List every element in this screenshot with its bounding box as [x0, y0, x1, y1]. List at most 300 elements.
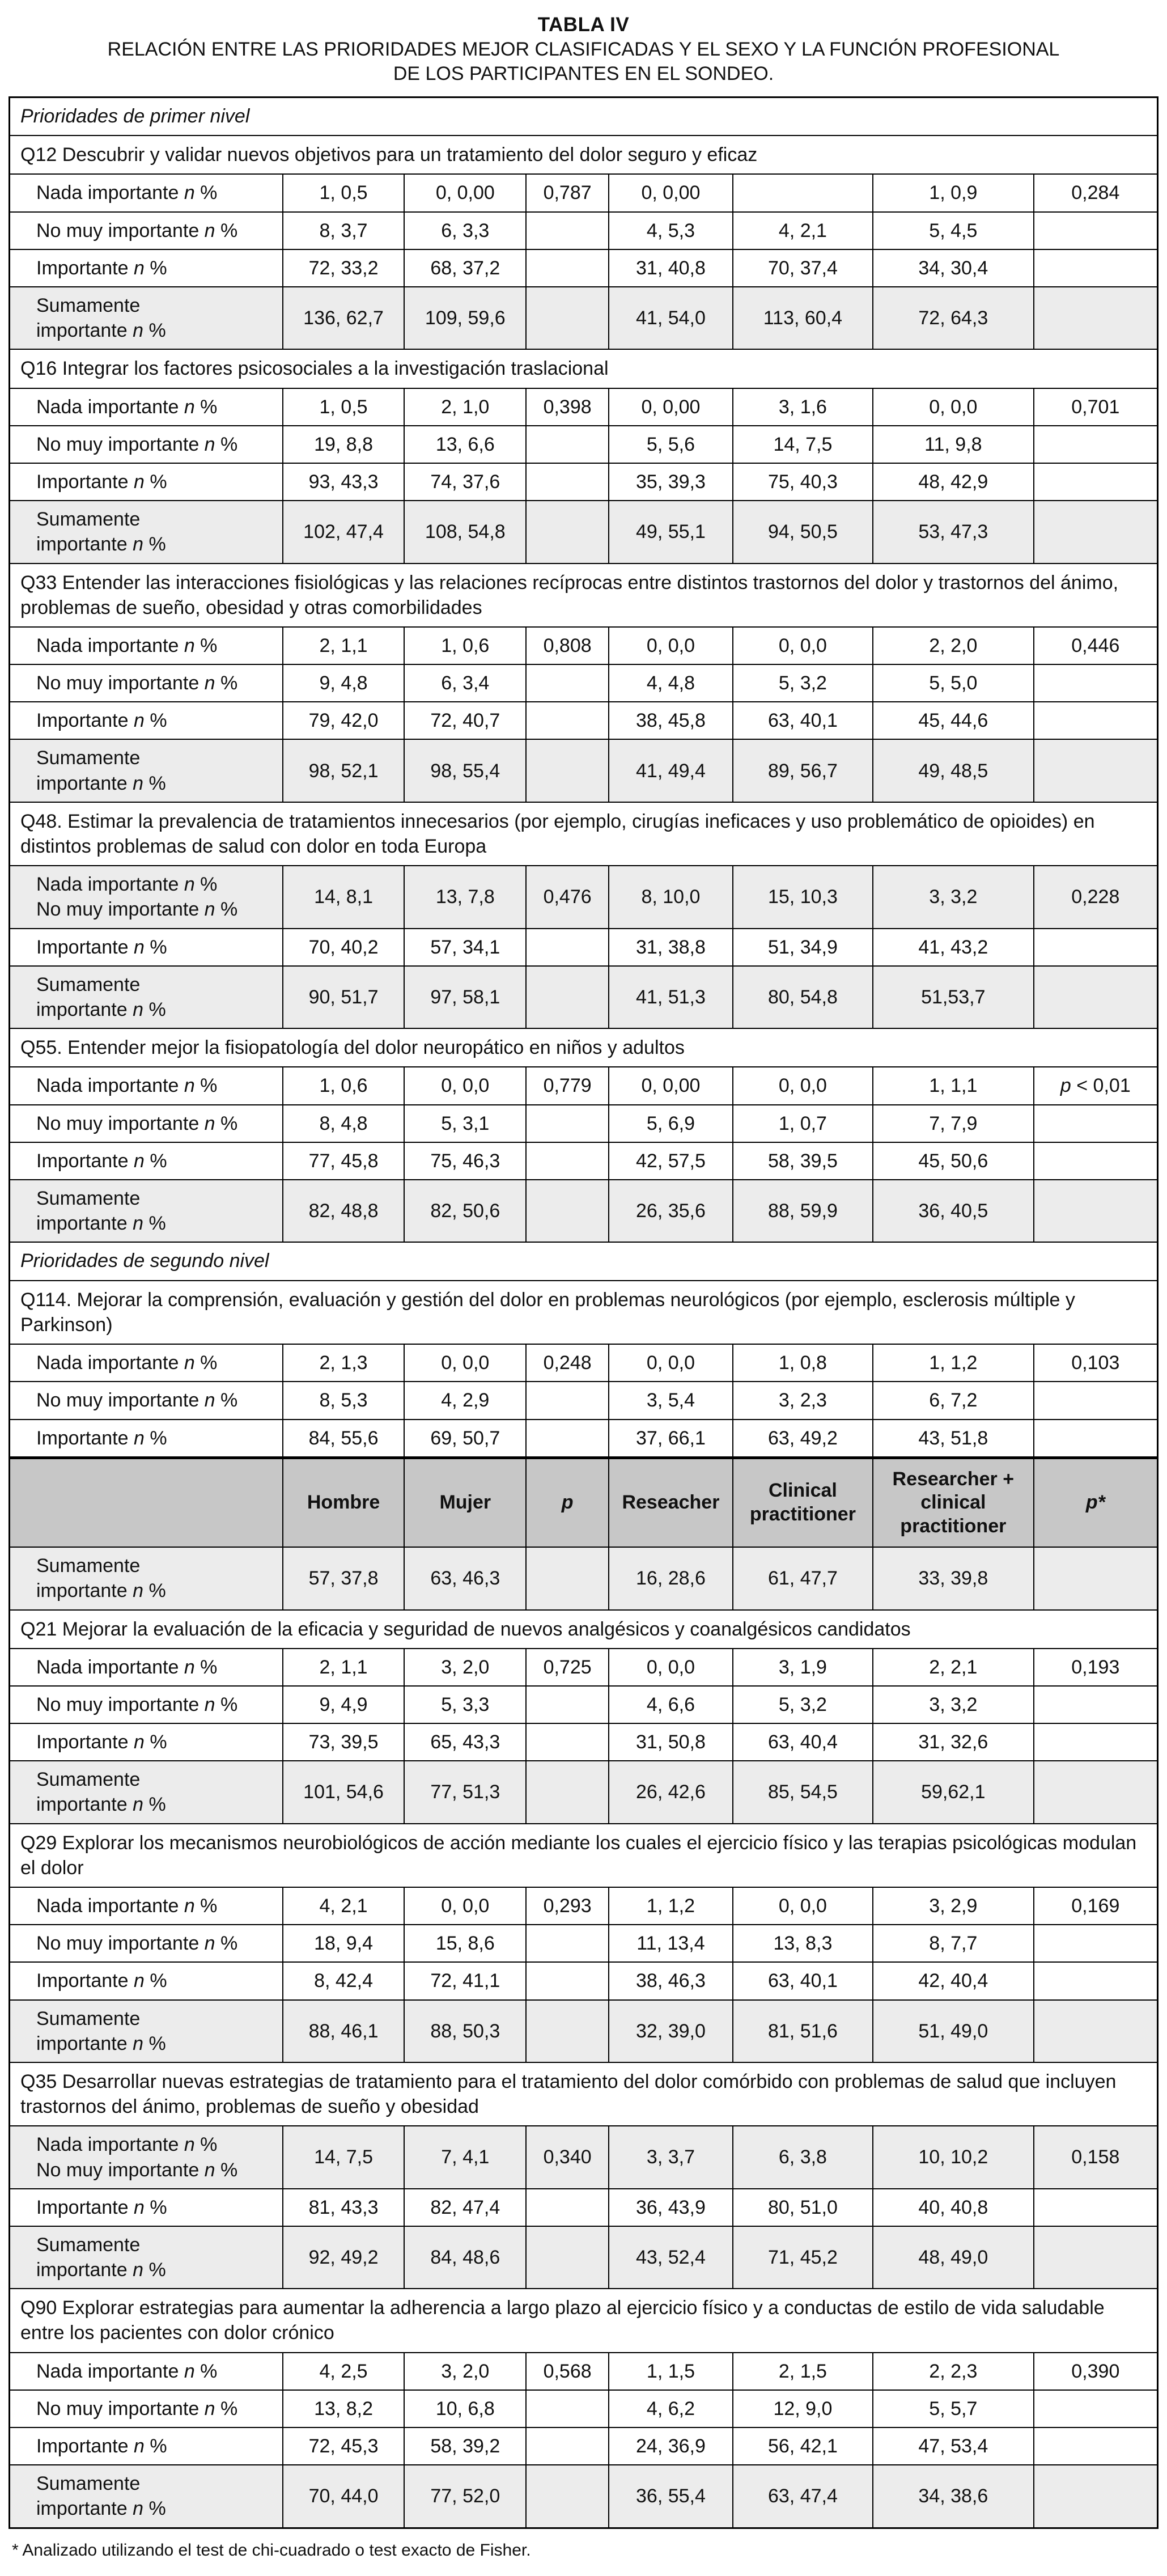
data-cell [1034, 929, 1158, 966]
data-cell: 3, 1,6 [733, 388, 873, 426]
data-cell: 0,808 [526, 627, 609, 664]
question-row [10, 1610, 1158, 1649]
question-row [10, 802, 1158, 866]
data-cell: 3, 2,0 [404, 1649, 526, 1686]
priorities-table [9, 96, 1158, 2529]
data-cell: 13, 8,3 [733, 1925, 873, 1962]
data-cell: 0, 0,00 [609, 1067, 733, 1104]
data-cell: 136, 62,7 [283, 287, 405, 349]
data-cell [1034, 966, 1158, 1028]
row-label-cell: Nada importante n % [10, 1067, 283, 1104]
data-cell: 36, 55,4 [609, 2465, 733, 2528]
data-cell: 74, 37,6 [404, 463, 526, 501]
data-cell: 0,169 [1034, 1887, 1158, 1925]
data-cell: 92, 49,2 [283, 2226, 405, 2289]
data-cell: 1, 1,2 [609, 1887, 733, 1925]
data-cell [526, 2226, 609, 2289]
data-cell: 24, 36,9 [609, 2427, 733, 2465]
data-cell: 5, 3,2 [733, 664, 873, 702]
data-cell [526, 426, 609, 463]
data-cell [526, 1180, 609, 1242]
data-cell: 34, 30,4 [873, 249, 1034, 287]
data-row [10, 2189, 1158, 2226]
data-cell: 2, 2,0 [873, 627, 1034, 664]
data-cell: 93, 43,3 [283, 463, 405, 501]
data-cell: 0, 0,0 [404, 1344, 526, 1382]
data-cell: 18, 9,4 [283, 1925, 405, 1962]
data-cell: 79, 42,0 [283, 702, 405, 739]
data-cell [1034, 463, 1158, 501]
data-cell [1034, 501, 1158, 563]
data-cell [1034, 287, 1158, 349]
data-cell: 2, 1,5 [733, 2353, 873, 2390]
data-cell: 72, 45,3 [283, 2427, 405, 2465]
row-label-cell: Importante n % [10, 1420, 283, 1458]
data-cell: 13, 7,8 [404, 866, 526, 928]
data-row [10, 1067, 1158, 1104]
data-row [10, 2353, 1158, 2390]
data-cell [1034, 2427, 1158, 2465]
section-label: Prioridades de segundo nivel [10, 1242, 1158, 1281]
data-cell: 15, 10,3 [733, 866, 873, 928]
data-row [10, 174, 1158, 211]
data-cell [526, 702, 609, 739]
data-cell: 56, 42,1 [733, 2427, 873, 2465]
data-cell: 48, 42,9 [873, 463, 1034, 501]
row-label-cell: Importante n % [10, 929, 283, 966]
data-cell [526, 739, 609, 802]
data-cell: 0, 0,0 [609, 1649, 733, 1686]
data-cell: 5, 3,1 [404, 1105, 526, 1142]
row-label-cell: Sumamente importante n % [10, 2465, 283, 2528]
data-cell: 0, 0,0 [733, 627, 873, 664]
data-cell: 3, 3,7 [609, 2126, 733, 2188]
data-cell: 41, 51,3 [609, 966, 733, 1028]
question-text: Q16 Integrar los factores psicosociales a la investigación traslacional [10, 349, 1158, 388]
data-cell [1034, 1686, 1158, 1723]
row-label-cell: Importante n % [10, 2427, 283, 2465]
data-cell: 45, 50,6 [873, 1142, 1034, 1180]
data-cell: 12, 9,0 [733, 2390, 873, 2427]
data-cell: 31, 38,8 [609, 929, 733, 966]
header-row [10, 1458, 1158, 1547]
data-row [10, 866, 1158, 928]
data-row [10, 739, 1158, 802]
row-label-cell: No muy importante n % [10, 1105, 283, 1142]
data-row [10, 664, 1158, 702]
data-cell: 80, 51,0 [733, 2189, 873, 2226]
data-cell: 1, 0,6 [283, 1067, 405, 1104]
data-cell: 43, 52,4 [609, 2226, 733, 2289]
data-cell: 0,340 [526, 2126, 609, 2188]
data-cell: 2, 1,0 [404, 388, 526, 426]
row-label-cell: Sumamente importante n % [10, 1761, 283, 1823]
data-cell: 77, 51,3 [404, 1761, 526, 1823]
data-cell [526, 966, 609, 1028]
data-cell: 8, 4,8 [283, 1105, 405, 1142]
data-cell [526, 664, 609, 702]
row-label-cell: Nada importante n % No muy importante n % [10, 866, 283, 928]
row-label-cell: Importante n % [10, 1723, 283, 1761]
data-cell: 8, 42,4 [283, 1962, 405, 1999]
data-cell: 42, 57,5 [609, 1142, 733, 1180]
data-cell: 70, 37,4 [733, 249, 873, 287]
data-cell: 48, 49,0 [873, 2226, 1034, 2289]
data-cell [1034, 1382, 1158, 1419]
row-label-cell: Nada importante n % [10, 1649, 283, 1686]
data-cell: 3, 2,3 [733, 1382, 873, 1419]
table-body [10, 97, 1158, 2528]
data-cell: 1, 0,5 [283, 388, 405, 426]
data-cell: 41, 49,4 [609, 739, 733, 802]
row-label-cell: Importante n % [10, 1142, 283, 1180]
data-cell: 59,62,1 [873, 1761, 1034, 1823]
column-header-p: p* [1034, 1458, 1158, 1547]
data-cell [1034, 1420, 1158, 1458]
data-cell: 31, 32,6 [873, 1723, 1034, 1761]
data-cell: 0, 0,0 [733, 1067, 873, 1104]
data-cell: 34, 38,6 [873, 2465, 1034, 2528]
data-cell: 2, 2,3 [873, 2353, 1034, 2390]
data-cell: 0,476 [526, 866, 609, 928]
data-cell: 43, 51,8 [873, 1420, 1034, 1458]
data-cell [526, 1962, 609, 1999]
data-row [10, 249, 1158, 287]
data-row [10, 1180, 1158, 1242]
data-cell: 15, 8,6 [404, 1925, 526, 1962]
data-cell: 5, 3,2 [733, 1686, 873, 1723]
row-label-cell: Sumamente importante n % [10, 2000, 283, 2062]
data-cell: 61, 47,7 [733, 1547, 873, 1609]
data-cell: 2, 1,1 [283, 627, 405, 664]
column-header-hombre: Hombre [283, 1458, 405, 1547]
data-cell: 1, 0,6 [404, 627, 526, 664]
data-cell: 77, 45,8 [283, 1142, 405, 1180]
data-cell: 4, 2,1 [283, 1887, 405, 1925]
data-cell: 5, 6,9 [609, 1105, 733, 1142]
row-label-cell: Importante n % [10, 2189, 283, 2226]
data-cell [526, 2000, 609, 2062]
data-row [10, 1962, 1158, 1999]
data-cell: 8, 10,0 [609, 866, 733, 928]
data-cell: 41, 43,2 [873, 929, 1034, 966]
data-cell: 1, 1,5 [609, 2353, 733, 2390]
data-cell: 9, 4,8 [283, 664, 405, 702]
data-cell [526, 1142, 609, 1180]
table-title: TABLA IV [537, 14, 630, 36]
data-row [10, 1142, 1158, 1180]
table-subtitle-line-1: RELACIÓN ENTRE LAS PRIORIDADES MEJOR CLASIFICADAS Y EL SEXO Y LA FUNCIÓN PROFESIONAL [107, 39, 1060, 61]
data-cell: 1, 1,1 [873, 1067, 1034, 1104]
column-header-researcher-clinical-practitioner: Researcher + clinical practitioner [873, 1458, 1034, 1547]
data-cell: 0, 0,0 [404, 1067, 526, 1104]
data-row [10, 627, 1158, 664]
data-cell: 98, 55,4 [404, 739, 526, 802]
data-cell [526, 2427, 609, 2465]
question-row [10, 1028, 1158, 1067]
data-cell: 0,193 [1034, 1649, 1158, 1686]
data-cell [1034, 2226, 1158, 2289]
data-row [10, 2000, 1158, 2062]
row-label-cell: Sumamente importante n % [10, 287, 283, 349]
data-cell: 72, 64,3 [873, 287, 1034, 349]
data-cell [1034, 1180, 1158, 1242]
data-cell [526, 1925, 609, 1962]
table-subtitle-line-2: DE LOS PARTICIPANTES EN EL SONDEO. [393, 62, 774, 84]
data-cell: 4, 6,2 [609, 2390, 733, 2427]
data-cell: 51,53,7 [873, 966, 1034, 1028]
question-text: Q29 Explorar los mecanismos neurobiológicos de acción mediante los cuales el ejercicio físico y las terapias psicológicas modulan el dolor [10, 1824, 1158, 1887]
data-cell: 0,701 [1034, 388, 1158, 426]
data-cell: 4, 5,3 [609, 212, 733, 249]
data-cell: 0,787 [526, 174, 609, 211]
data-cell: 94, 50,5 [733, 501, 873, 563]
data-row [10, 1547, 1158, 1609]
data-cell: 63, 40,1 [733, 702, 873, 739]
data-cell: 0,103 [1034, 1344, 1158, 1382]
data-row [10, 929, 1158, 966]
data-cell: 11, 9,8 [873, 426, 1034, 463]
data-cell: 4, 2,5 [283, 2353, 405, 2390]
question-text: Q55. Entender mejor la fisiopatología del dolor neuropático en niños y adultos [10, 1028, 1158, 1067]
data-cell: 0, 0,00 [609, 388, 733, 426]
data-cell: 13, 8,2 [283, 2390, 405, 2427]
data-cell: 19, 8,8 [283, 426, 405, 463]
data-row [10, 1761, 1158, 1823]
data-cell: 38, 45,8 [609, 702, 733, 739]
data-cell: 3, 5,4 [609, 1382, 733, 1419]
data-cell: 1, 1,2 [873, 1344, 1034, 1382]
data-cell [526, 2189, 609, 2226]
data-row [10, 966, 1158, 1028]
data-cell: 35, 39,3 [609, 463, 733, 501]
data-cell [1034, 664, 1158, 702]
data-cell [1034, 1142, 1158, 1180]
row-label-cell: Nada importante n % [10, 388, 283, 426]
data-cell: 88, 59,9 [733, 1180, 873, 1242]
data-cell: 75, 40,3 [733, 463, 873, 501]
data-cell: 45, 44,6 [873, 702, 1034, 739]
data-cell: 3, 3,2 [873, 866, 1034, 928]
question-row [10, 2289, 1158, 2352]
data-cell [1034, 212, 1158, 249]
data-cell: 10, 6,8 [404, 2390, 526, 2427]
data-cell: 7, 4,1 [404, 2126, 526, 2188]
data-row [10, 1649, 1158, 1686]
data-cell: 36, 43,9 [609, 2189, 733, 2226]
data-row [10, 2390, 1158, 2427]
data-cell [526, 2465, 609, 2528]
data-row [10, 1344, 1158, 1382]
question-text: Q21 Mejorar la evaluación de la eficacia y seguridad de nuevos analgésicos y coanalgésicos candidatos [10, 1610, 1158, 1649]
data-row [10, 2427, 1158, 2465]
data-cell: 13, 6,6 [404, 426, 526, 463]
data-cell: 0, 0,00 [609, 174, 733, 211]
data-row [10, 1420, 1158, 1458]
data-cell: 4, 2,1 [733, 212, 873, 249]
data-row [10, 1925, 1158, 1962]
data-cell: 0,158 [1034, 2126, 1158, 2188]
data-cell: 9, 4,9 [283, 1686, 405, 1723]
row-label-cell: No muy importante n % [10, 1686, 283, 1723]
data-cell [526, 2390, 609, 2427]
data-cell: 82, 48,8 [283, 1180, 405, 1242]
data-cell: 11, 13,4 [609, 1925, 733, 1962]
data-cell: 53, 47,3 [873, 501, 1034, 563]
data-row [10, 426, 1158, 463]
data-cell: 57, 37,8 [283, 1547, 405, 1609]
data-cell: 0, 0,0 [873, 388, 1034, 426]
data-row [10, 1105, 1158, 1142]
data-cell: 0,568 [526, 2353, 609, 2390]
data-cell: 82, 50,6 [404, 1180, 526, 1242]
data-cell: 81, 43,3 [283, 2189, 405, 2226]
data-row [10, 1382, 1158, 1419]
row-label-cell: Nada importante n % [10, 2353, 283, 2390]
data-cell: 72, 40,7 [404, 702, 526, 739]
data-cell: 47, 53,4 [873, 2427, 1034, 2465]
data-cell [526, 463, 609, 501]
data-row [10, 501, 1158, 563]
data-cell: 63, 47,4 [733, 2465, 873, 2528]
data-cell [1034, 249, 1158, 287]
data-cell: 68, 37,2 [404, 249, 526, 287]
data-row [10, 388, 1158, 426]
data-cell: 51, 34,9 [733, 929, 873, 966]
data-row [10, 1723, 1158, 1761]
column-header-p: p [526, 1458, 609, 1547]
row-label-cell: Sumamente importante n % [10, 739, 283, 802]
data-cell: 31, 40,8 [609, 249, 733, 287]
table-caption [9, 12, 1158, 86]
data-cell: 98, 52,1 [283, 739, 405, 802]
data-cell: 26, 42,6 [609, 1761, 733, 1823]
data-cell: 65, 43,3 [404, 1723, 526, 1761]
data-cell [526, 1686, 609, 1723]
data-cell: 1, 0,5 [283, 174, 405, 211]
data-row [10, 2126, 1158, 2188]
data-cell: 3, 2,0 [404, 2353, 526, 2390]
question-row [10, 2062, 1158, 2126]
row-label-cell: No muy importante n % [10, 2390, 283, 2427]
data-cell: 5, 5,0 [873, 664, 1034, 702]
data-cell: 6, 7,2 [873, 1382, 1034, 1419]
data-cell [1034, 2465, 1158, 2528]
data-cell: 90, 51,7 [283, 966, 405, 1028]
data-cell: 38, 46,3 [609, 1962, 733, 1999]
row-label-cell: Nada importante n % No muy importante n % [10, 2126, 283, 2188]
data-cell: 3, 2,9 [873, 1887, 1034, 1925]
data-cell: 0,390 [1034, 2353, 1158, 2390]
data-cell: 0, 0,0 [404, 1887, 526, 1925]
question-text: Q35 Desarrollar nuevas estrategias de tratamiento para el tratamiento del dolor comórbido con problemas de salud que incluyen trastornos del ánimo, problemas de sueño y obesidad [10, 2062, 1158, 2126]
data-cell: 8, 7,7 [873, 1925, 1034, 1962]
data-cell: 6, 3,8 [733, 2126, 873, 2188]
data-cell: 0,398 [526, 388, 609, 426]
question-row [10, 564, 1158, 627]
data-cell: 49, 48,5 [873, 739, 1034, 802]
data-cell: 14, 8,1 [283, 866, 405, 928]
data-cell: 2, 2,1 [873, 1649, 1034, 1686]
data-cell [1034, 739, 1158, 802]
data-row [10, 287, 1158, 349]
data-cell: 16, 28,6 [609, 1547, 733, 1609]
data-cell [526, 1382, 609, 1419]
data-cell: 7, 7,9 [873, 1105, 1034, 1142]
data-cell: 84, 48,6 [404, 2226, 526, 2289]
row-label-cell: Importante n % [10, 463, 283, 501]
data-cell: 70, 44,0 [283, 2465, 405, 2528]
data-cell: 0, 0,0 [609, 1344, 733, 1382]
question-text: Q114. Mejorar la comprensión, evaluación y gestión del dolor en problemas neurológicos (por ejemplo, esclerosis múltiple y Parkinson) [10, 1281, 1158, 1344]
data-cell [526, 1723, 609, 1761]
data-cell: 102, 47,4 [283, 501, 405, 563]
data-cell: 14, 7,5 [283, 2126, 405, 2188]
data-cell: 5, 5,7 [873, 2390, 1034, 2427]
data-cell: 77, 52,0 [404, 2465, 526, 2528]
data-cell: 1, 0,7 [733, 1105, 873, 1142]
data-cell: 1, 0,9 [873, 174, 1034, 211]
data-cell [526, 1420, 609, 1458]
data-cell: 58, 39,5 [733, 1142, 873, 1180]
data-cell: 63, 49,2 [733, 1420, 873, 1458]
data-cell: 0,284 [1034, 174, 1158, 211]
data-cell: 3, 3,2 [873, 1686, 1034, 1723]
data-cell: 1, 0,8 [733, 1344, 873, 1382]
data-row [10, 463, 1158, 501]
row-label-cell: Sumamente importante n % [10, 1180, 283, 1242]
data-cell: 5, 4,5 [873, 212, 1034, 249]
data-cell: 8, 3,7 [283, 212, 405, 249]
data-cell: 109, 59,6 [404, 287, 526, 349]
column-header-clinical-practitioner: Clinical practitioner [733, 1458, 873, 1547]
data-cell: 5, 5,6 [609, 426, 733, 463]
data-cell: 6, 3,3 [404, 212, 526, 249]
data-cell: 51, 49,0 [873, 2000, 1034, 2062]
data-cell: 10, 10,2 [873, 2126, 1034, 2188]
data-cell: 72, 41,1 [404, 1962, 526, 1999]
data-cell: 57, 34,1 [404, 929, 526, 966]
data-cell: 101, 54,6 [283, 1761, 405, 1823]
data-cell: 31, 50,8 [609, 1723, 733, 1761]
row-label-cell: No muy importante n % [10, 426, 283, 463]
data-cell: 84, 55,6 [283, 1420, 405, 1458]
question-text: Q90 Explorar estrategias para aumentar la adherencia a largo plazo al ejercicio físico y a conductas de estilo de vida saludable entre los pacientes con dolor crónico [10, 2289, 1158, 2352]
column-header-mujer: Mujer [404, 1458, 526, 1547]
row-label-cell: Sumamente importante n % [10, 1547, 283, 1609]
column-header-empty [10, 1458, 283, 1547]
data-cell: 0, 0,00 [404, 174, 526, 211]
data-cell: 32, 39,0 [609, 2000, 733, 2062]
data-cell: 70, 40,2 [283, 929, 405, 966]
table-footnote: * Analizado utilizando el test de chi-cuadrado o test exacto de Fisher. [12, 2540, 531, 2560]
row-label-cell: Importante n % [10, 1962, 283, 1999]
data-cell: 42, 40,4 [873, 1962, 1034, 1999]
data-cell: 113, 60,4 [733, 287, 873, 349]
data-cell: 40, 40,8 [873, 2189, 1034, 2226]
data-row [10, 702, 1158, 739]
data-cell: 85, 54,5 [733, 1761, 873, 1823]
row-label-cell: Nada importante n % [10, 627, 283, 664]
data-cell: 36, 40,5 [873, 1180, 1034, 1242]
data-cell: 71, 45,2 [733, 2226, 873, 2289]
row-label-cell: Sumamente importante n % [10, 501, 283, 563]
data-cell: p < 0,01 [1034, 1067, 1158, 1104]
data-cell: 0,725 [526, 1649, 609, 1686]
data-cell: 75, 46,3 [404, 1142, 526, 1180]
data-cell: 4, 6,6 [609, 1686, 733, 1723]
data-cell: 0,779 [526, 1067, 609, 1104]
